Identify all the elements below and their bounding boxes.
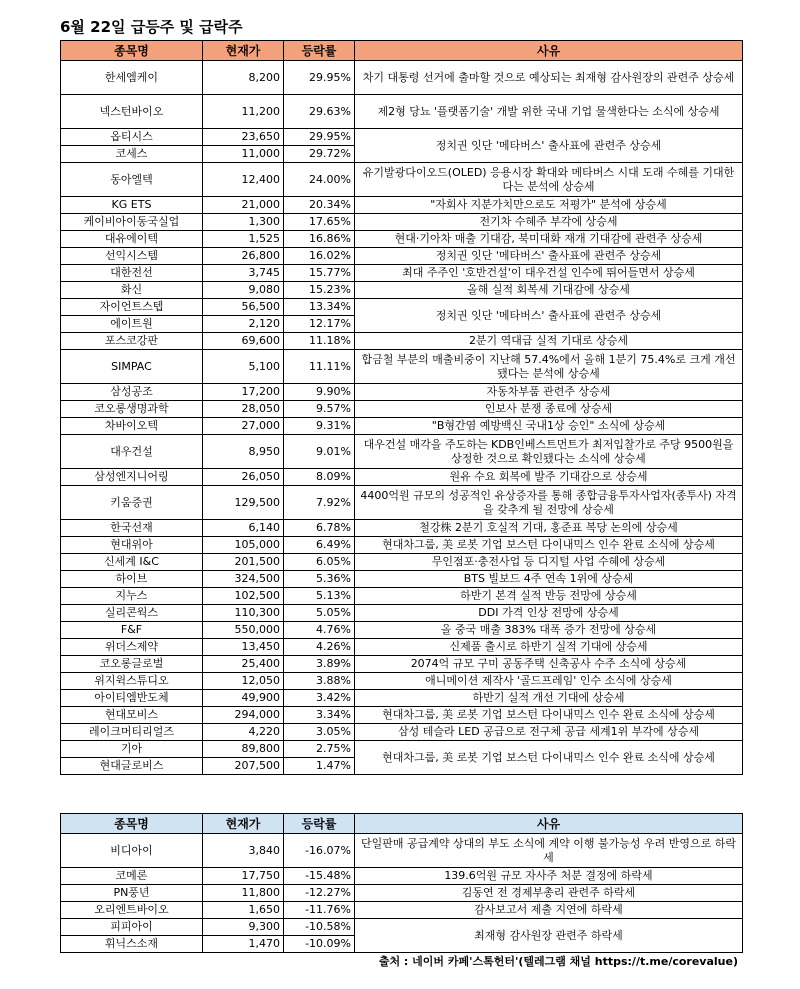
table-row xyxy=(61,299,743,316)
header-price: 현재가 xyxy=(203,41,284,61)
stock-name: 위지윅스튜디오 xyxy=(61,673,203,690)
stock-reason: 무인점포·충전사업 등 디지털 사업 수혜에 상승세 xyxy=(355,554,743,571)
stock-price: 27,000 xyxy=(203,418,284,435)
stock-rate: 3.89% xyxy=(284,656,355,673)
stock-price: 23,650 xyxy=(203,129,284,146)
table-row xyxy=(61,868,743,885)
stock-rate: 3.34% xyxy=(284,707,355,724)
stock-price: 1,470 xyxy=(203,936,284,953)
stock-rate: 9.90% xyxy=(284,384,355,401)
stock-rate: 16.02% xyxy=(284,248,355,265)
stock-reason: 최재형 감사원장 관련주 하락세 xyxy=(355,919,743,953)
stock-rate: 29.63% xyxy=(284,95,355,129)
stock-name: 포스코강판 xyxy=(61,333,203,350)
stock-rate: 6.49% xyxy=(284,537,355,554)
stock-price: 201,500 xyxy=(203,554,284,571)
stock-reason: 정치권 잇단 '메타버스' 출사표에 관련주 상승세 xyxy=(355,129,743,163)
stock-reason: DDI 가격 인상 전망에 상승세 xyxy=(355,605,743,622)
table-row xyxy=(61,834,743,868)
stock-rate: 3.88% xyxy=(284,673,355,690)
table-row xyxy=(61,350,743,384)
table-row xyxy=(61,622,743,639)
stock-rate: 29.95% xyxy=(284,61,355,95)
table-row xyxy=(61,919,743,936)
table-row xyxy=(61,333,743,350)
stock-rate: 9.57% xyxy=(284,401,355,418)
table-row xyxy=(61,690,743,707)
stock-rate: 3.42% xyxy=(284,690,355,707)
stock-price: 56,500 xyxy=(203,299,284,316)
header-rate: 등락률 xyxy=(284,41,355,61)
header-name: 종목명 xyxy=(61,814,203,834)
stock-name: 레이크머티리얼즈 xyxy=(61,724,203,741)
stock-rate: 6.78% xyxy=(284,520,355,537)
table-row xyxy=(61,537,743,554)
stock-reason: 현대차그룹, 美 로봇 기업 보스턴 다이내믹스 인수 완료 소식에 상승세 xyxy=(355,741,743,775)
stock-price: 5,100 xyxy=(203,350,284,384)
stock-name: 코메론 xyxy=(61,868,203,885)
stock-price: 69,600 xyxy=(203,333,284,350)
stock-price: 110,300 xyxy=(203,605,284,622)
stock-price: 129,500 xyxy=(203,486,284,520)
stock-name: 피피아이 xyxy=(61,919,203,936)
stock-rate: 13.34% xyxy=(284,299,355,316)
stock-reason: 올해 실적 회복세 기대감에 상승세 xyxy=(355,282,743,299)
table-row xyxy=(61,435,743,469)
stock-price: 2,120 xyxy=(203,316,284,333)
stock-name: 아이티엠반도체 xyxy=(61,690,203,707)
stock-name: 동아엘텍 xyxy=(61,163,203,197)
stock-name: PN풍년 xyxy=(61,885,203,902)
table-row xyxy=(61,554,743,571)
stock-reason: 현대·기아차 매출 기대감, 북미대화 재개 기대감에 관련주 상승세 xyxy=(355,231,743,248)
stock-name: 넥스턴바이오 xyxy=(61,95,203,129)
stock-name: 대우건설 xyxy=(61,435,203,469)
stock-name: 코오롱글로벌 xyxy=(61,656,203,673)
table-row xyxy=(61,163,743,197)
stock-name: 코세스 xyxy=(61,146,203,163)
table-row xyxy=(61,902,743,919)
stock-price: 89,800 xyxy=(203,741,284,758)
stock-name: 현대위아 xyxy=(61,537,203,554)
stock-reason: 애니메이션 제작사 '골드프레임' 인수 소식에 상승세 xyxy=(355,673,743,690)
stock-price: 26,800 xyxy=(203,248,284,265)
stock-name: 대유에이텍 xyxy=(61,231,203,248)
stock-price: 102,500 xyxy=(203,588,284,605)
stock-name: 삼성엔지니어링 xyxy=(61,469,203,486)
stock-rate: 5.05% xyxy=(284,605,355,622)
stock-price: 105,000 xyxy=(203,537,284,554)
header-rate: 등락률 xyxy=(284,814,355,834)
stock-reason: 삼성 테슬라 LED 공급으로 전구체 공급 세계1위 부각에 상승세 xyxy=(355,724,743,741)
stock-name: 비디아이 xyxy=(61,834,203,868)
stock-reason: 2074억 규모 구미 공동주택 신축공사 수주 소식에 상승세 xyxy=(355,656,743,673)
stock-name: 선익시스템 xyxy=(61,248,203,265)
table-row xyxy=(61,885,743,902)
table-row xyxy=(61,741,743,758)
stock-reason: 인보사 분쟁 종료에 상승세 xyxy=(355,401,743,418)
table-row xyxy=(61,469,743,486)
stock-name: 자이언트스텝 xyxy=(61,299,203,316)
stock-reason: 4400억원 규모의 성공적인 유상증자를 통해 종합금융투자사업자(종투사) 자격을 갖추게 될 전망에 상승세 xyxy=(355,486,743,520)
stock-reason: 김동연 전 경제부총리 관련주 하락세 xyxy=(355,885,743,902)
stock-rate: 16.86% xyxy=(284,231,355,248)
risers-table xyxy=(60,40,743,775)
stock-rate: 4.76% xyxy=(284,622,355,639)
stock-rate: 20.34% xyxy=(284,197,355,214)
stock-rate: 9.31% xyxy=(284,418,355,435)
stock-rate: 11.11% xyxy=(284,350,355,384)
table-row xyxy=(61,197,743,214)
stock-name: SIMPAC xyxy=(61,350,203,384)
table-row xyxy=(61,265,743,282)
stock-name: 키움증권 xyxy=(61,486,203,520)
stock-price: 294,000 xyxy=(203,707,284,724)
stock-price: 324,500 xyxy=(203,571,284,588)
table-row xyxy=(61,418,743,435)
stock-price: 8,200 xyxy=(203,61,284,95)
stock-price: 9,080 xyxy=(203,282,284,299)
stock-name: 화신 xyxy=(61,282,203,299)
stock-rate: 17.65% xyxy=(284,214,355,231)
stock-name: 차바이오텍 xyxy=(61,418,203,435)
stock-reason: 최대 주주인 '호반건설'이 대우건설 인수에 뛰어들면서 상승세 xyxy=(355,265,743,282)
stock-reason: 감사보고서 제출 지연에 하락세 xyxy=(355,902,743,919)
stock-price: 1,650 xyxy=(203,902,284,919)
stock-name: 삼성공조 xyxy=(61,384,203,401)
header-reason: 사유 xyxy=(355,41,743,61)
stock-name: 휘닉스소재 xyxy=(61,936,203,953)
table-row xyxy=(61,61,743,95)
table-row xyxy=(61,486,743,520)
table-row xyxy=(61,520,743,537)
stock-rate: 24.00% xyxy=(284,163,355,197)
stock-reason: 현대차그룹, 美 로봇 기업 보스턴 다이내믹스 인수 완료 소식에 상승세 xyxy=(355,537,743,554)
stock-price: 9,300 xyxy=(203,919,284,936)
fallers-header-row xyxy=(61,814,743,834)
stock-name: 실리콘웍스 xyxy=(61,605,203,622)
stock-price: 6,140 xyxy=(203,520,284,537)
table-row xyxy=(61,401,743,418)
stock-reason: 전기차 수혜주 부각에 상승세 xyxy=(355,214,743,231)
stock-price: 550,000 xyxy=(203,622,284,639)
stock-rate: 29.95% xyxy=(284,129,355,146)
stock-rate: 1.47% xyxy=(284,758,355,775)
stock-price: 26,050 xyxy=(203,469,284,486)
header-reason: 사유 xyxy=(355,814,743,834)
header-price: 현재가 xyxy=(203,814,284,834)
stock-price: 12,400 xyxy=(203,163,284,197)
stock-reason: 신제품 출시로 하반기 실적 기대에 상승세 xyxy=(355,639,743,656)
stock-name: 지누스 xyxy=(61,588,203,605)
stock-price: 17,750 xyxy=(203,868,284,885)
page-title: 6월 22일 급등주 및 급락주 xyxy=(60,18,243,36)
stock-price: 13,450 xyxy=(203,639,284,656)
stock-reason: 올 중국 매출 383% 대폭 증가 전망에 상승세 xyxy=(355,622,743,639)
stock-name: 대한전선 xyxy=(61,265,203,282)
table-row xyxy=(61,571,743,588)
stock-price: 28,050 xyxy=(203,401,284,418)
stock-name: 위더스제약 xyxy=(61,639,203,656)
stock-reason: 제2형 당뇨 '플랫폼기술' 개발 위한 국내 기업 물색한다는 소식에 상승세 xyxy=(355,95,743,129)
stock-price: 1,525 xyxy=(203,231,284,248)
fallers-table xyxy=(60,813,743,953)
stock-price: 25,400 xyxy=(203,656,284,673)
stock-reason: 자동차부품 관련주 상승세 xyxy=(355,384,743,401)
stock-price: 12,050 xyxy=(203,673,284,690)
stock-reason: 유기발광다이오드(OLED) 응용시장 확대와 메타버스 시대 도래 수혜를 기대한다는 분석에 상승세 xyxy=(355,163,743,197)
stock-price: 1,300 xyxy=(203,214,284,231)
table-row xyxy=(61,605,743,622)
stock-name: 한국선재 xyxy=(61,520,203,537)
stock-rate: 12.17% xyxy=(284,316,355,333)
stock-reason: 차기 대통령 선거에 출마할 것으로 예상되는 최재형 감사원장의 관련주 상승세 xyxy=(355,61,743,95)
stock-price: 21,000 xyxy=(203,197,284,214)
stock-name: 코오롱생명과학 xyxy=(61,401,203,418)
stock-reason: 대우건설 매각을 주도하는 KDB인베스트먼트가 최저입찰가로 주당 9500원을 상정한 것으로 확인됐다는 소식에 상승세 xyxy=(355,435,743,469)
stock-rate: -15.48% xyxy=(284,868,355,885)
stock-rate: 9.01% xyxy=(284,435,355,469)
stock-reason: 정치권 잇단 '메타버스' 출사표에 관련주 상승세 xyxy=(355,299,743,333)
stock-name: KG ETS xyxy=(61,197,203,214)
stock-reason: 철강株 2분기 호실적 기대, 홍준표 복당 논의에 상승세 xyxy=(355,520,743,537)
table-row xyxy=(61,95,743,129)
stock-reason: 단일판매 공급계약 상대의 부도 소식에 계약 이행 불가능성 우려 반영으로 하락세 xyxy=(355,834,743,868)
stock-price: 207,500 xyxy=(203,758,284,775)
stock-price: 11,800 xyxy=(203,885,284,902)
table-row xyxy=(61,673,743,690)
stock-name: 에이트원 xyxy=(61,316,203,333)
stock-reason: 하반기 본격 실적 반등 전망에 상승세 xyxy=(355,588,743,605)
stock-reason: 합금철 부분의 매출비중이 지난해 57.4%에서 올해 1분기 75.4%로 크게 개선됐다는 분석에 상승세 xyxy=(355,350,743,384)
stock-name: 신세계 I&C xyxy=(61,554,203,571)
stock-reason: "B형간염 예방백신 국내1상 승인" 소식에 상승세 xyxy=(355,418,743,435)
stock-rate: 5.13% xyxy=(284,588,355,605)
stock-name: 오리엔트바이오 xyxy=(61,902,203,919)
stock-price: 11,000 xyxy=(203,146,284,163)
stock-name: 케이비아이동국실업 xyxy=(61,214,203,231)
table-row xyxy=(61,724,743,741)
stock-price: 11,200 xyxy=(203,95,284,129)
stock-rate: -10.09% xyxy=(284,936,355,953)
stock-rate: 15.23% xyxy=(284,282,355,299)
stock-reason: BTS 빌보드 4주 연속 1위에 상승세 xyxy=(355,571,743,588)
stock-rate: 3.05% xyxy=(284,724,355,741)
stock-rate: 4.26% xyxy=(284,639,355,656)
stock-rate: 11.18% xyxy=(284,333,355,350)
stock-reason: 2분기 역대급 실적 기대로 상승세 xyxy=(355,333,743,350)
stock-reason: 현대차그룹, 美 로봇 기업 보스턴 다이내믹스 인수 완료 소식에 상승세 xyxy=(355,707,743,724)
table-row xyxy=(61,282,743,299)
table-row xyxy=(61,214,743,231)
stock-name: 옵티시스 xyxy=(61,129,203,146)
stock-reason: 하반기 실적 개선 기대에 상승세 xyxy=(355,690,743,707)
stock-price: 4,220 xyxy=(203,724,284,741)
stock-price: 3,745 xyxy=(203,265,284,282)
stock-name: 현대글로비스 xyxy=(61,758,203,775)
stock-rate: -10.58% xyxy=(284,919,355,936)
stock-reason: "자회사 지분가치만으로도 저평가" 분석에 상승세 xyxy=(355,197,743,214)
table-row xyxy=(61,231,743,248)
table-row xyxy=(61,656,743,673)
stock-name: 현대모비스 xyxy=(61,707,203,724)
stock-name: 한세엠케이 xyxy=(61,61,203,95)
header-name: 종목명 xyxy=(61,41,203,61)
risers-header-row xyxy=(61,41,743,61)
stock-price: 17,200 xyxy=(203,384,284,401)
stock-rate: -12.27% xyxy=(284,885,355,902)
stock-price: 3,840 xyxy=(203,834,284,868)
table-row xyxy=(61,384,743,401)
stock-rate: -16.07% xyxy=(284,834,355,868)
table-row xyxy=(61,248,743,265)
stock-rate: -11.76% xyxy=(284,902,355,919)
stock-rate: 8.09% xyxy=(284,469,355,486)
table-row xyxy=(61,639,743,656)
stock-rate: 6.05% xyxy=(284,554,355,571)
stock-name: 기아 xyxy=(61,741,203,758)
source-note: 출처 : 네이버 카페'스톡헌터'(텔레그램 채널 https://t.me/corevalue) xyxy=(378,955,738,968)
stock-name: 하이브 xyxy=(61,571,203,588)
table-row xyxy=(61,129,743,146)
stock-rate: 29.72% xyxy=(284,146,355,163)
stock-reason: 원유 수요 회복에 발주 기대감으로 상승세 xyxy=(355,469,743,486)
table-row xyxy=(61,588,743,605)
stock-price: 8,950 xyxy=(203,435,284,469)
stock-price: 49,900 xyxy=(203,690,284,707)
stock-name: F&F xyxy=(61,622,203,639)
stock-rate: 7.92% xyxy=(284,486,355,520)
stock-rate: 2.75% xyxy=(284,741,355,758)
stock-rate: 5.36% xyxy=(284,571,355,588)
stock-rate: 15.77% xyxy=(284,265,355,282)
stock-reason: 정치권 잇단 '메타버스' 출사표에 관련주 상승세 xyxy=(355,248,743,265)
stock-reason: 139.6억원 규모 자사주 처분 결정에 하락세 xyxy=(355,868,743,885)
table-row xyxy=(61,707,743,724)
